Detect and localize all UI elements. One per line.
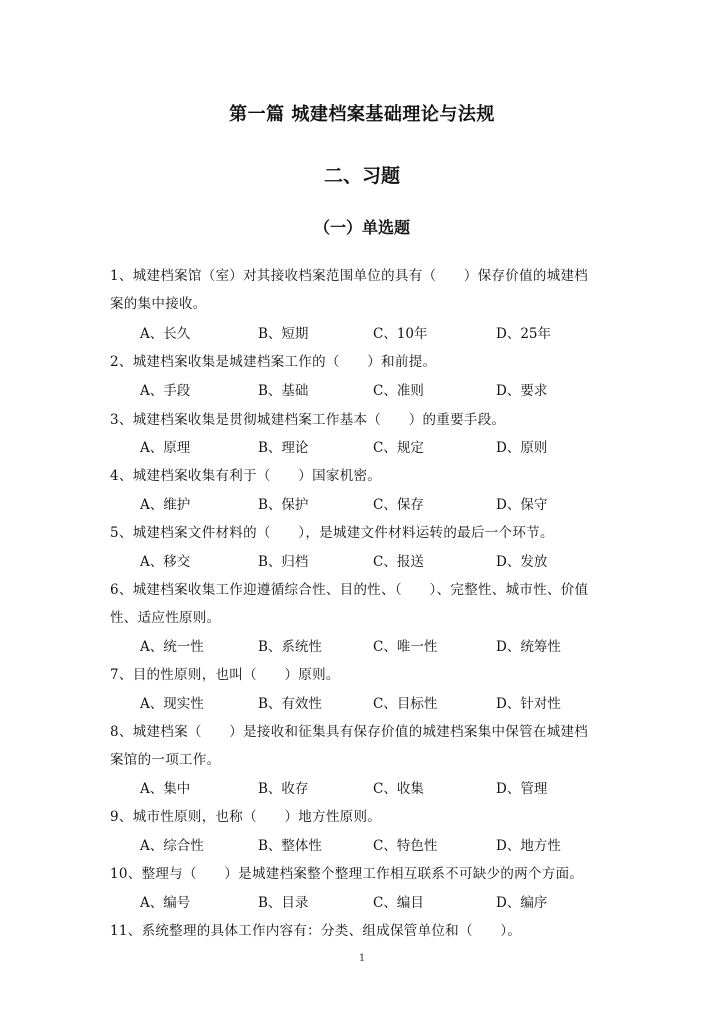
- option-d: D、管理: [496, 781, 548, 797]
- option-c: C、收集: [373, 781, 424, 797]
- question-5: [110, 519, 620, 547]
- option-b: B、基础: [258, 383, 309, 399]
- option-b: B、有效性: [258, 696, 322, 712]
- question-stem: 2、城建档案收集是城建档案工作的（ ）和前提。: [110, 354, 437, 370]
- option-b: B、理论: [258, 440, 309, 456]
- option-a: A、移交: [140, 554, 191, 570]
- option-b: B、收存: [258, 781, 309, 797]
- question-3: [110, 406, 620, 434]
- option-c: C、特色性: [373, 838, 438, 854]
- question-stem: 9、城市性原则，也称（ ）地方性原则。: [110, 809, 382, 825]
- question-7: [110, 661, 620, 689]
- question-stem: 11、系统整理的具体工作内容有：分类、组成保管单位和（ ）。: [110, 923, 522, 939]
- option-row: [140, 690, 620, 718]
- option-c: C、10年: [373, 326, 428, 342]
- option-row: [140, 832, 620, 860]
- option-b: B、保护: [258, 497, 309, 513]
- question-continuation: 案馆的一项工作。: [110, 752, 221, 768]
- question-stem: 6、城建档案收集工作迎遵循综合性、目的性、（ ）、完整性、城市性、价值: [110, 582, 589, 598]
- option-d: D、要求: [496, 383, 548, 399]
- question-2: [110, 348, 620, 376]
- option-c: C、唯一性: [373, 639, 438, 655]
- option-c: C、报送: [373, 554, 424, 570]
- option-a: A、现实性: [140, 696, 204, 712]
- subsection-heading: （一）单选题: [313, 218, 410, 237]
- option-d: D、统筹性: [496, 639, 561, 655]
- option-b: B、短期: [258, 326, 309, 342]
- question-stem: 5、城建档案文件材料的（ ），是城建文件材料运转的最后一个环节。: [110, 525, 554, 541]
- option-c: C、目标性: [373, 696, 438, 712]
- option-c: C、规定: [373, 440, 424, 456]
- option-a: A、编号: [140, 895, 191, 911]
- option-d: D、针对性: [496, 696, 561, 712]
- question-stem: 1、城建档案馆（室）对其接收档案范围单位的具有（ ）保存价值的城建档: [110, 268, 589, 284]
- option-b: B、整体性: [258, 838, 322, 854]
- option-d: D、地方性: [496, 838, 561, 854]
- question-8: [110, 718, 620, 774]
- option-c: C、保存: [373, 497, 424, 513]
- option-c: C、编目: [373, 895, 424, 911]
- option-b: B、目录: [258, 895, 309, 911]
- option-a: A、长久: [140, 326, 191, 342]
- option-d: D、发放: [496, 554, 548, 570]
- option-b: B、系统性: [258, 639, 322, 655]
- option-a: A、统一性: [140, 639, 204, 655]
- question-continuation: 性、适应性原则。: [110, 610, 221, 626]
- option-d: D、编序: [496, 895, 548, 911]
- question-stem: 10、整理与（ ）是城建档案整个整理工作相互联系不可缺少的两个方面。: [110, 866, 584, 882]
- option-a: A、手段: [140, 383, 191, 399]
- option-a: A、维护: [140, 497, 191, 513]
- option-d: D、25年: [496, 326, 552, 342]
- question-stem: 7、目的性原则，也叫（ ）原则。: [110, 667, 340, 683]
- question-continuation: 案的集中接收。: [110, 296, 207, 312]
- option-row: [140, 377, 620, 405]
- option-row: [140, 491, 620, 519]
- document-title: 第一篇 城建档案基础理论与法规: [229, 104, 495, 125]
- question-11: [110, 917, 620, 945]
- option-a: A、集中: [140, 781, 191, 797]
- question-9: [110, 803, 620, 831]
- question-1: [110, 262, 620, 318]
- option-row: [140, 775, 620, 803]
- question-stem: 3、城建档案收集是贯彻城建档案工作基本（ ）的重要手段。: [110, 412, 506, 428]
- option-a: A、综合性: [140, 838, 204, 854]
- question-10: [110, 860, 620, 888]
- option-d: D、保守: [496, 497, 548, 513]
- page-number: 1: [358, 953, 366, 964]
- question-4: [110, 462, 620, 490]
- section-heading: 二、习题: [323, 165, 400, 187]
- option-row: [140, 548, 620, 576]
- option-row: [140, 320, 620, 348]
- option-a: A、原理: [140, 440, 191, 456]
- option-row: [140, 434, 620, 462]
- question-stem: 8、城建档案（ ）是接收和征集具有保存价值的城建档案集中保管在城建档: [110, 724, 589, 740]
- option-c: C、准则: [373, 383, 424, 399]
- option-b: B、归档: [258, 554, 309, 570]
- question-stem: 4、城建档案收集有利于（ ）国家机密。: [110, 468, 382, 484]
- option-row: [140, 889, 620, 917]
- option-row: [140, 633, 620, 661]
- option-d: D、原则: [496, 440, 548, 456]
- question-6: [110, 576, 620, 632]
